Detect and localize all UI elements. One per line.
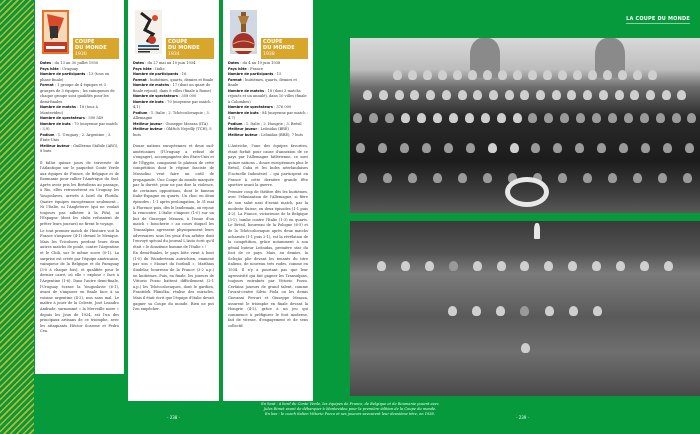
poster-1930-icon [42, 10, 69, 54]
article-paragraph: Premier coup de théâtre dès les huitièmes, avec l'élimination de l'Allemagne, si fière de son salut nazi d'avant match, par la modeste Suisse, en deux épisodes (1-1 puis 4-2). La France, victorieuse de la Belgique (3-1), tombe contre l'Italie (1-3) en quarts. Le Brésil, bourreau de la Pologne (6-5) et de la Tchécoslovaquie après deux matchs acharnés (1-1 puis 2-1), est la révélation de la compétition, grâce notamment à son génial buteur Leônidas, première star du foot de ce pays. Mais, en demies, la Seleção plie devant les tenants du titre italiens, de nouveau très rudes, comme en 1934. Il n'y a pourtant pas que leur agressivité qui fait gagner les Transalpins, toujours entraînés par Vittorio Pozzo. Certains joueurs de grand talent, comme l'avant-centre Silvio Piola ou les demis Giovanni Ferrari et Giuseppe Meazza, assurent le triomphe en finale devant la Hongrie (4-2), grâce à un jeu qui commence à préfigurer le foot moderne, fait de vitesse, d'engagement et de sens collectif. [228, 189, 308, 328]
crowd-row [350, 113, 700, 123]
crowd-row [350, 306, 700, 316]
edition-facts: Dates : du 4 au 19 juin 1938 Pays hôte : France Nombre de participants : 15 Format : huitièmes, quarts, demies et finale Nombre de matchs : 18 (dont 3 matchs rejoués et un annulé), dans 10 villes (finale à Colombes) Nombre de spectateurs : 376 000 Nombre de buts : 84 (moyenne par match : 4,7) Podium : 1. Italie ; 2. Hongrie ; 3. Brésil Meilleur joueur : Leônidas (BRÉ) Meilleur buteur : Leônidas (BRÉ), 7 buts [228, 61, 308, 137]
photo-italy-1938-trophy [350, 221, 700, 396]
article-paragraph: En demi-finales, le pays hôte vient à bout (1-0) du Wunderteam autrichien, emmené par son « Mozart du football », Matthias Sindelar, bourreau de la France (3-2 a.p.) en huitièmes. Puis, en finale, les joueurs de Vittorio Pozzo battent difficilement (2-1 a.p.) les Tchécoslovaques, dont le gardien, František Plánička, réalise des miracles. Mais il était écrit que l'équipe d'Italie devait gagner sa Coupe du monde. Rien ne put l'en empêcher. [133, 251, 214, 312]
crowd-row [350, 70, 700, 80]
edition-header [133, 8, 214, 56]
page-number-left: - 238 - [167, 415, 181, 420]
edition-article [133, 144, 214, 313]
edition-title-tag: COUPE DU MONDE 1934 [166, 38, 214, 59]
edition-article [228, 144, 308, 330]
edition-1930-column [35, 0, 124, 374]
article-paragraph: Il fallut quinze jours de traversée de l'Atlantique sur le paquebot Conte Verde aux équipes de France, de Belgique et de Roumanie pour rallier l'Amérique du Sud. Après avoir pris les Brésiliens au passage, à Rio, elles retrouvèrent en Uruguay les Yougoslaves, arrivés à bord du Florida. Quatre équipes européennes seulement… Ni l'Italie, ni l'Angleterre (qui ne voulait toujours pas adhérer à la Fifa), ni l'Espagne (dont les clubs refusaient de prêter leurs joueurs) ne firent le voyage. [40, 160, 119, 227]
crowd-row [350, 90, 700, 100]
edition-title-tag: COUPE DU MONDE 1930 [73, 38, 119, 59]
article-paragraph: Douze nations européennes et deux sud-américaines (l'Uruguay a refusé de s'engager), accompagnées des États-Unis et de l'Égypte, composent le plateau de cette compétition dont le régime fasciste de Mussolini veut faire un outil de propagande. Une Coupe du monde marquée par la dureté, pour ne pas dire la violence, de certaines oppositions, dont le fameux Italie-Espagne en quarts. Un choc en deux épisodes : 1-1 après prolongation, le 31 mai à Florence puis, dès le lendemain, on rejoue la rencontre. L'Italie s'impose (1-0) sur un but de Giuseppe Meazza, à l'issue d'un match « boucherie » au cours duquel les Transalpins agressent physiquement leurs adversaires sous les yeux d'un arbitre dont l'envoyé spécial du journal L'Auto écrit qu'il était « le douzième homme de l'Italie » ! [133, 144, 214, 249]
edition-1934-column [128, 0, 219, 401]
decorative-stripes [0, 0, 34, 434]
crowd-row [350, 261, 700, 271]
photo-caption: En haut : à bord du Conte Verde, les équipes de France, de Belgique et de Roumanie posent avec Jules Rimet avant de débarquer à Montevideo pour la première édition de la Coupe du monde. En bas : le coach italien Vittorio Pozzo et ses joueurs savourent leur deuxième titre, en 1938. [261, 402, 439, 416]
article-paragraph: Le tout premier match de l'histoire voit la France s'imposer (4-1) devant le Mexique. Mais les Tricolores perdent leurs deux autres matchs de poule, contre l'Argentine et le Chili, sur le même score (0-1). La surprise est créée par l'équipe américaine, vainqueur de la Belgique et du Paraguay (3-0 à chaque fois), et qualifiée pour le dernier carré, où elle « explose » face à l'Argentine (1-6). Dans l'autre demi-finale, l'Uruguay écrase la Yougoslavie (6-1), avant de s'imposer en finale face à sa voisine argentine (4-2), non sans mal. Le maître à jouer de la Celeste, José Leandro Andrade, surnommé « la Merveille noire » depuis les Jeux de 1924, est l'un des principaux artisans de ce triomphe, avec les attaquants Héctor Scarone et Pedro Cea. [40, 228, 119, 334]
edition-header [40, 8, 119, 56]
edition-facts: Dates : du 27 mai au 10 juin 1934 Pays hôte : Italie Nombre de participants : 16 Format : huitièmes, quarts, demies et finale Nombre de matchs : 17 (dont un quart de finale rejoué), dans 8 villes (finale à Rome) Nombre de spectateurs : 358 000 Nombre de buts : 70 (moyenne par match : 4,1) Podium : 1. Italie ; 2. Tchécoslovaquie ; 3. Allemagne Meilleur joueur : Giuseppe Meazza (ITA) Meilleur buteur : Oldřich Nejedlý (TCH), 5 buts [133, 61, 214, 137]
trophy-icon [534, 223, 540, 239]
edition-1938-column [223, 0, 313, 401]
poster-1934-icon [135, 10, 162, 54]
section-header-label: LA COUPE DU MONDE [626, 16, 690, 22]
lifebuoy [505, 177, 549, 207]
edition-title-tag: COUPE DU MONDE 1938 [261, 38, 308, 59]
photo-team-ship-1930 [350, 38, 700, 213]
edition-header [228, 8, 308, 56]
crowd-row [350, 343, 700, 353]
edition-article [40, 161, 119, 335]
crowd-row [350, 143, 700, 153]
edition-facts: Dates : du 13 au 30 juillet 1930 Pays hôte : Uruguay Nombre de participants : 13 (tous en phase finale) Format : 1 groupe de 4 équipes et 3 groupes de 3 équipes ; les vainqueurs de chaque groupe sont qualifiés pour les demi-finales Nombre de matchs : 18 (tous à Montevideo) Nombre de spectateurs : 590 549 Nombre de buts : 70 (moyenne par match : 3,9) Podium : 1. Uruguay ; 2. Argentine ; 3. États-Unis Meilleur buteur : Guillermo Stábile (ARG), 8 buts [40, 61, 119, 153]
page-number-right: - 239 - [516, 415, 530, 420]
article-paragraph: L'Autriche, l'une des équipes favorites, étant forfait pour cause d'annexion de ce pays par l'Allemagne hitlérienne, ce sont quinze nations – douze européennes plus le Brésil, Cuba et les Indes néerlandaises (l'actuelle Indonésie) – qui participent en France à cette dernière grande fête sportive avant la guerre. [228, 144, 308, 188]
poster-1938-icon [230, 10, 257, 54]
